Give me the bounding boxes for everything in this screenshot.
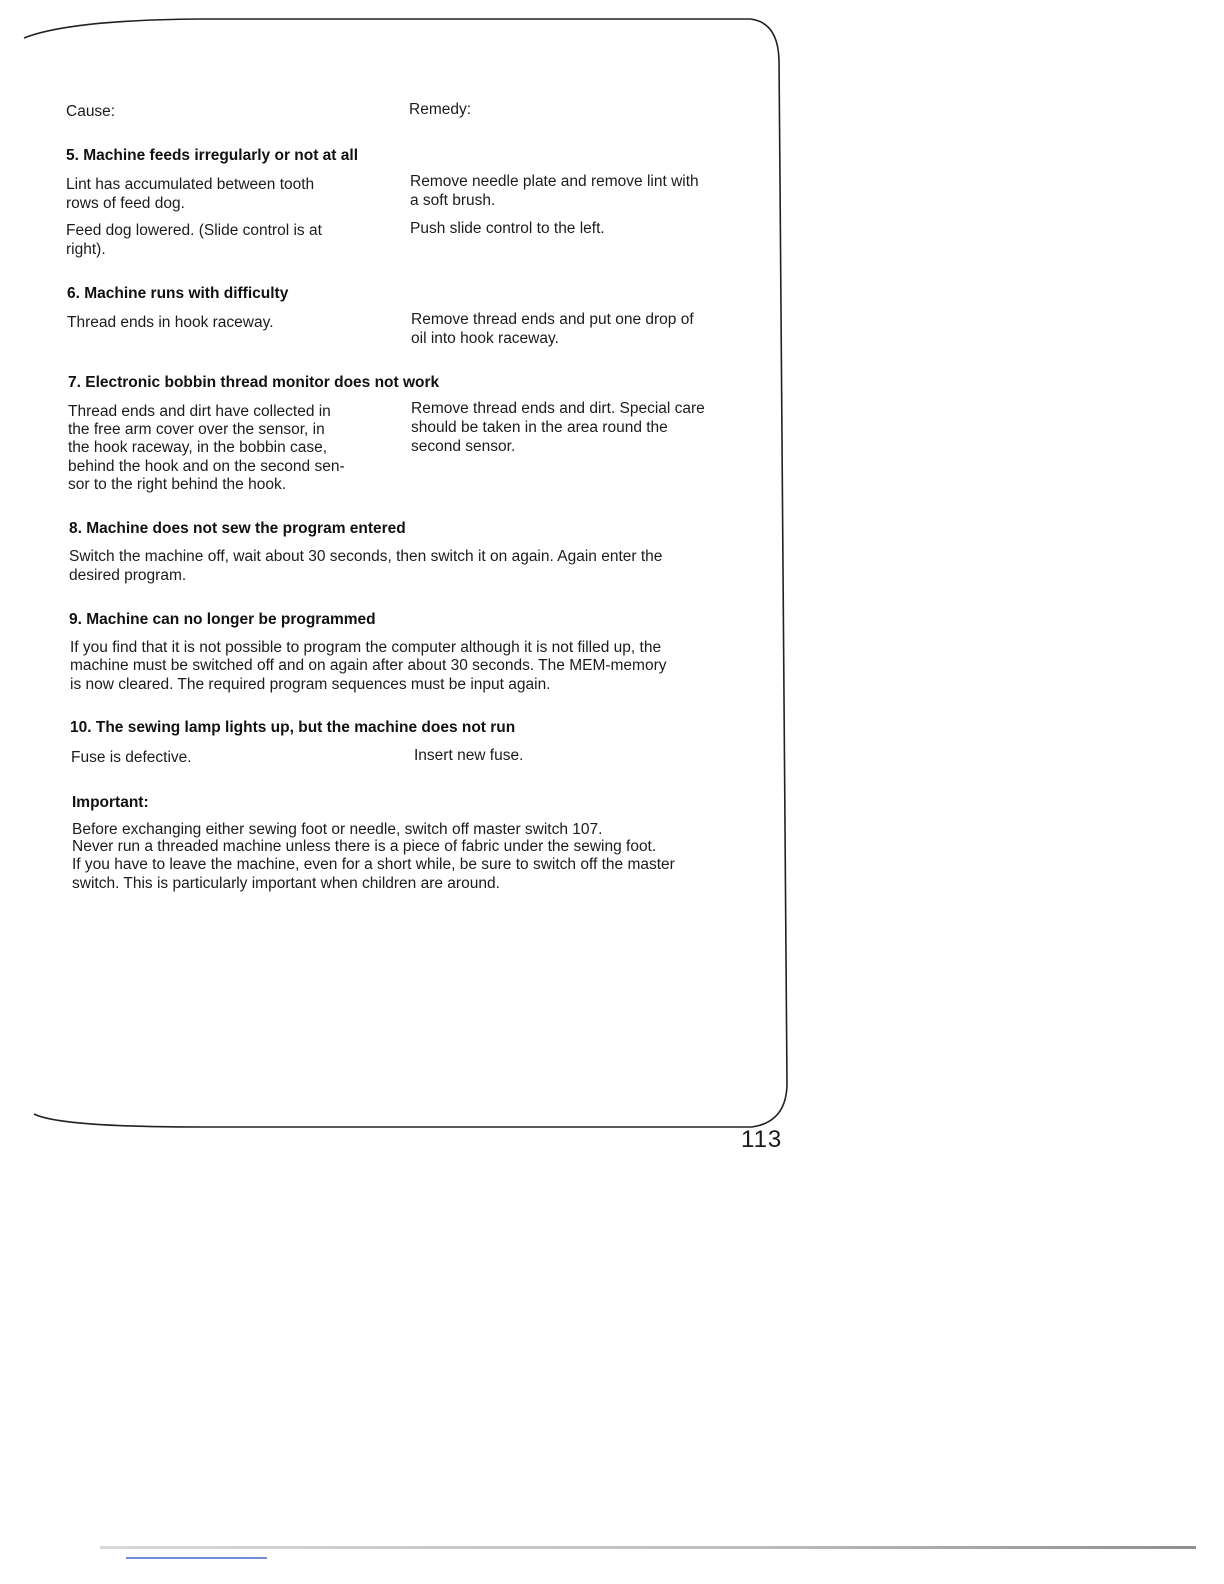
cause-column-label: Cause: [66, 103, 116, 120]
section-7-remedy-line-1: Remove thread ends and dirt. Special care [411, 400, 705, 417]
important-text-line-4: switch. This is particularly important when children are around. [72, 875, 500, 892]
section-7-title: 7. Electronic bobbin thread monitor does not work [68, 374, 440, 391]
section-9-text-line-1: If you find that it is not possible to program the computer although it is not filled up, the [70, 639, 662, 656]
important-text-line-2: Never run a threaded machine unless there is a piece of fabric under the sewing foot. [72, 838, 657, 855]
section-8-text-line-1: Switch the machine off, wait about 30 seconds, then switch it on again. Again enter the [69, 548, 663, 565]
section-6-cause-line-1: Thread ends in hook raceway. [67, 314, 274, 331]
section-7-cause-line-5: sor to the right behind the hook. [68, 476, 287, 493]
section-7-remedy-line-3: second sensor. [411, 438, 516, 455]
section-10-title: 10. The sewing lamp lights up, but the machine does not run [70, 719, 516, 736]
section-10-remedy-line-1: Insert new fuse. [414, 747, 524, 764]
section-8-text-line-2: desired program. [69, 567, 187, 584]
remedy-column-label: Remedy: [409, 101, 472, 118]
section-6-remedy-line-2: oil into hook raceway. [411, 330, 559, 347]
section-10-cause-line-1: Fuse is defective. [71, 749, 192, 766]
section-5-cause-1-line-2: rows of feed dog. [66, 195, 185, 212]
section-6-title: 6. Machine runs with difficulty [67, 285, 289, 302]
scan-underline-mark [126, 1557, 267, 1559]
section-9-text-line-3: is now cleared. The required program sequences must be input again. [70, 676, 551, 693]
section-9-text-line-2: machine must be switched off and on again after about 30 seconds. The MEM-memory [70, 657, 667, 674]
section-7-cause-line-3: the hook raceway, in the bobbin case, [68, 439, 328, 456]
section-7-remedy-line-2: should be taken in the area round the [411, 419, 668, 436]
section-5-cause-2-line-1: Feed dog lowered. (Slide control is at [66, 222, 322, 239]
section-9-title: 9. Machine can no longer be programmed [69, 611, 376, 628]
section-6-remedy-line-1: Remove thread ends and put one drop of [411, 311, 694, 328]
section-5-cause-2-line-2: right). [66, 241, 106, 258]
section-7-cause-line-1: Thread ends and dirt have collected in [68, 403, 331, 420]
section-7-cause-line-2: the free arm cover over the sensor, in [68, 421, 325, 438]
important-text-line-3: If you have to leave the machine, even for a short while, be sure to switch off the master [72, 856, 675, 873]
section-5-cause-1-line-1: Lint has accumulated between tooth [66, 176, 315, 193]
section-5-title: 5. Machine feeds irregularly or not at all [66, 147, 359, 164]
page-number: 113 [741, 1126, 783, 1153]
scan-edge-line [100, 1546, 1196, 1549]
important-title: Important: [72, 794, 149, 811]
section-8-title: 8. Machine does not sew the program entered [69, 520, 406, 537]
section-7-cause-line-4: behind the hook and on the second sen- [68, 458, 345, 475]
section-5-remedy-2-line-1: Push slide control to the left. [410, 220, 605, 237]
important-text-line-1: Before exchanging either sewing foot or needle, switch off master switch 107. [72, 821, 603, 838]
section-5-remedy-1-line-2: a soft brush. [410, 192, 496, 209]
section-5-remedy-1-line-1: Remove needle plate and remove lint with [410, 173, 699, 190]
